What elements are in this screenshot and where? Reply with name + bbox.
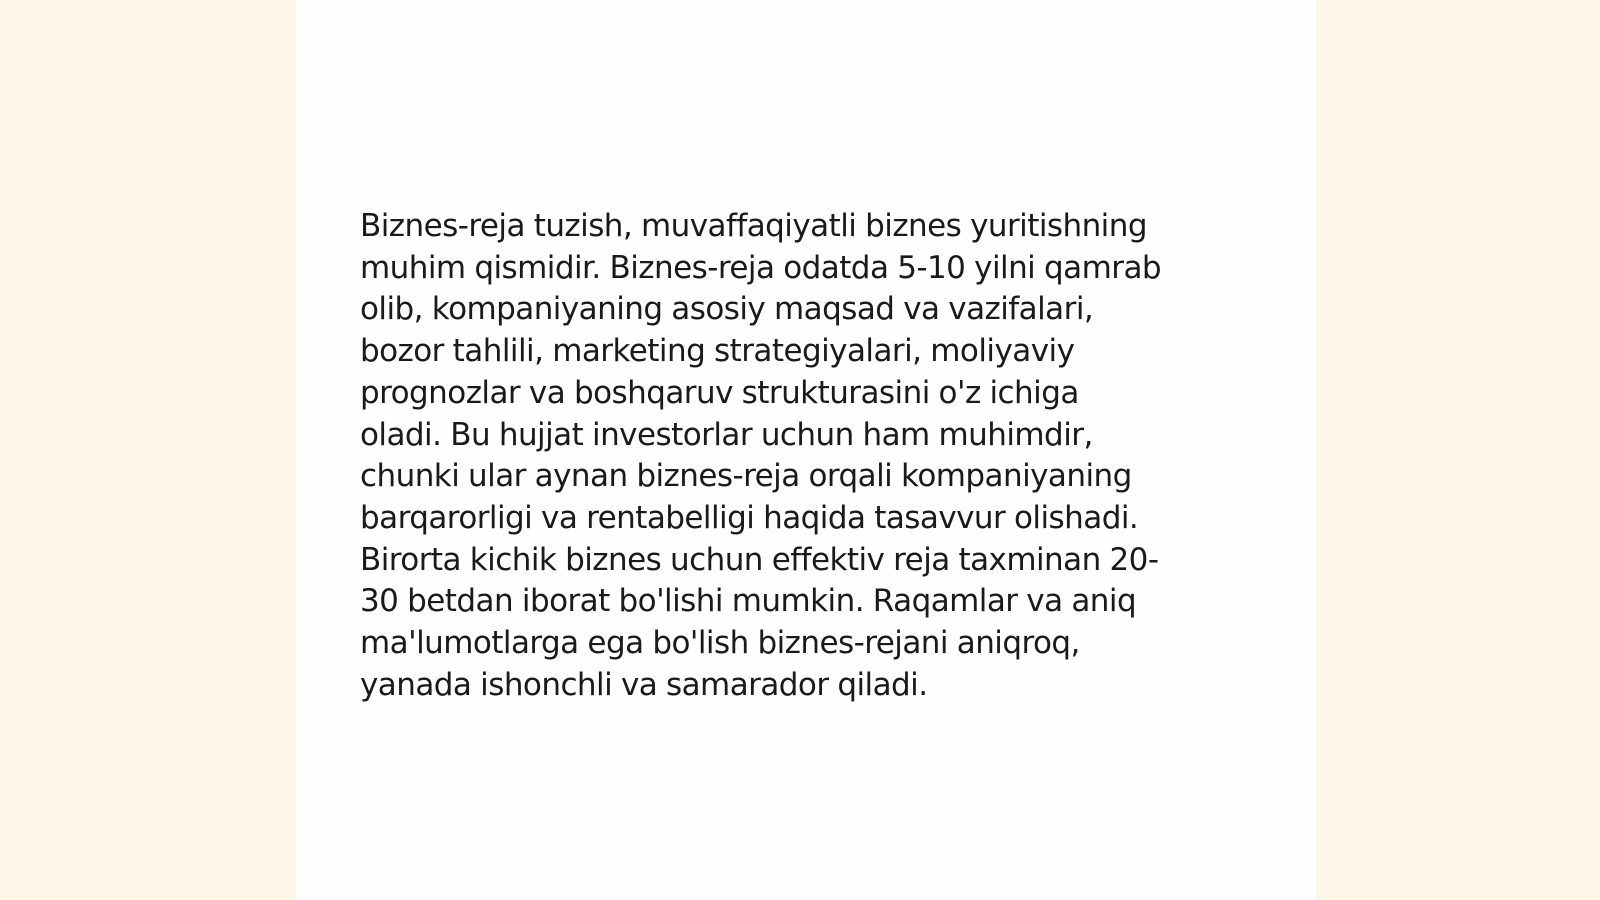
paragraph-line: bozor tahlili, marketing strategiyalari, moliyaviy [360,333,1075,370]
paragraph-line: Biznes-reja tuzish, muvaffaqiyatli biznes yuritishning [360,208,1147,244]
paragraph-line: 30 betdan iborat bo'lishi mumkin. Raqamlar va aniq [360,583,1137,620]
paragraph-line: muhim qismidir. Biznes-reja odatda 5-10 yilni qamrab [360,249,1162,286]
paragraph-line: barqarorligi va rentabelligi haqida tasavvur olishadi. [360,499,1139,536]
paragraph-line: prognozlar va boshqaruv strukturasini o'z ichiga [360,374,1079,411]
document-page [296,0,1316,900]
body-paragraph [360,206,1240,706]
paragraph-line: yanada ishonchli va samarador qiladi. [360,666,928,703]
paragraph-line: Birorta kichik biznes uchun effektiv reja taxminan 20- [360,541,1159,578]
paragraph-line: chunki ular aynan biznes-reja orqali kompaniyaning [360,458,1132,495]
paragraph-line: oladi. Bu hujjat investorlar uchun ham muhimdir, [360,416,1093,453]
paragraph-line: olib, kompaniyaning asosiy maqsad va vazifalari, [360,291,1094,328]
paragraph-line: ma'lumotlarga ega bo'lish biznes-rejani aniqroq, [360,625,1080,662]
